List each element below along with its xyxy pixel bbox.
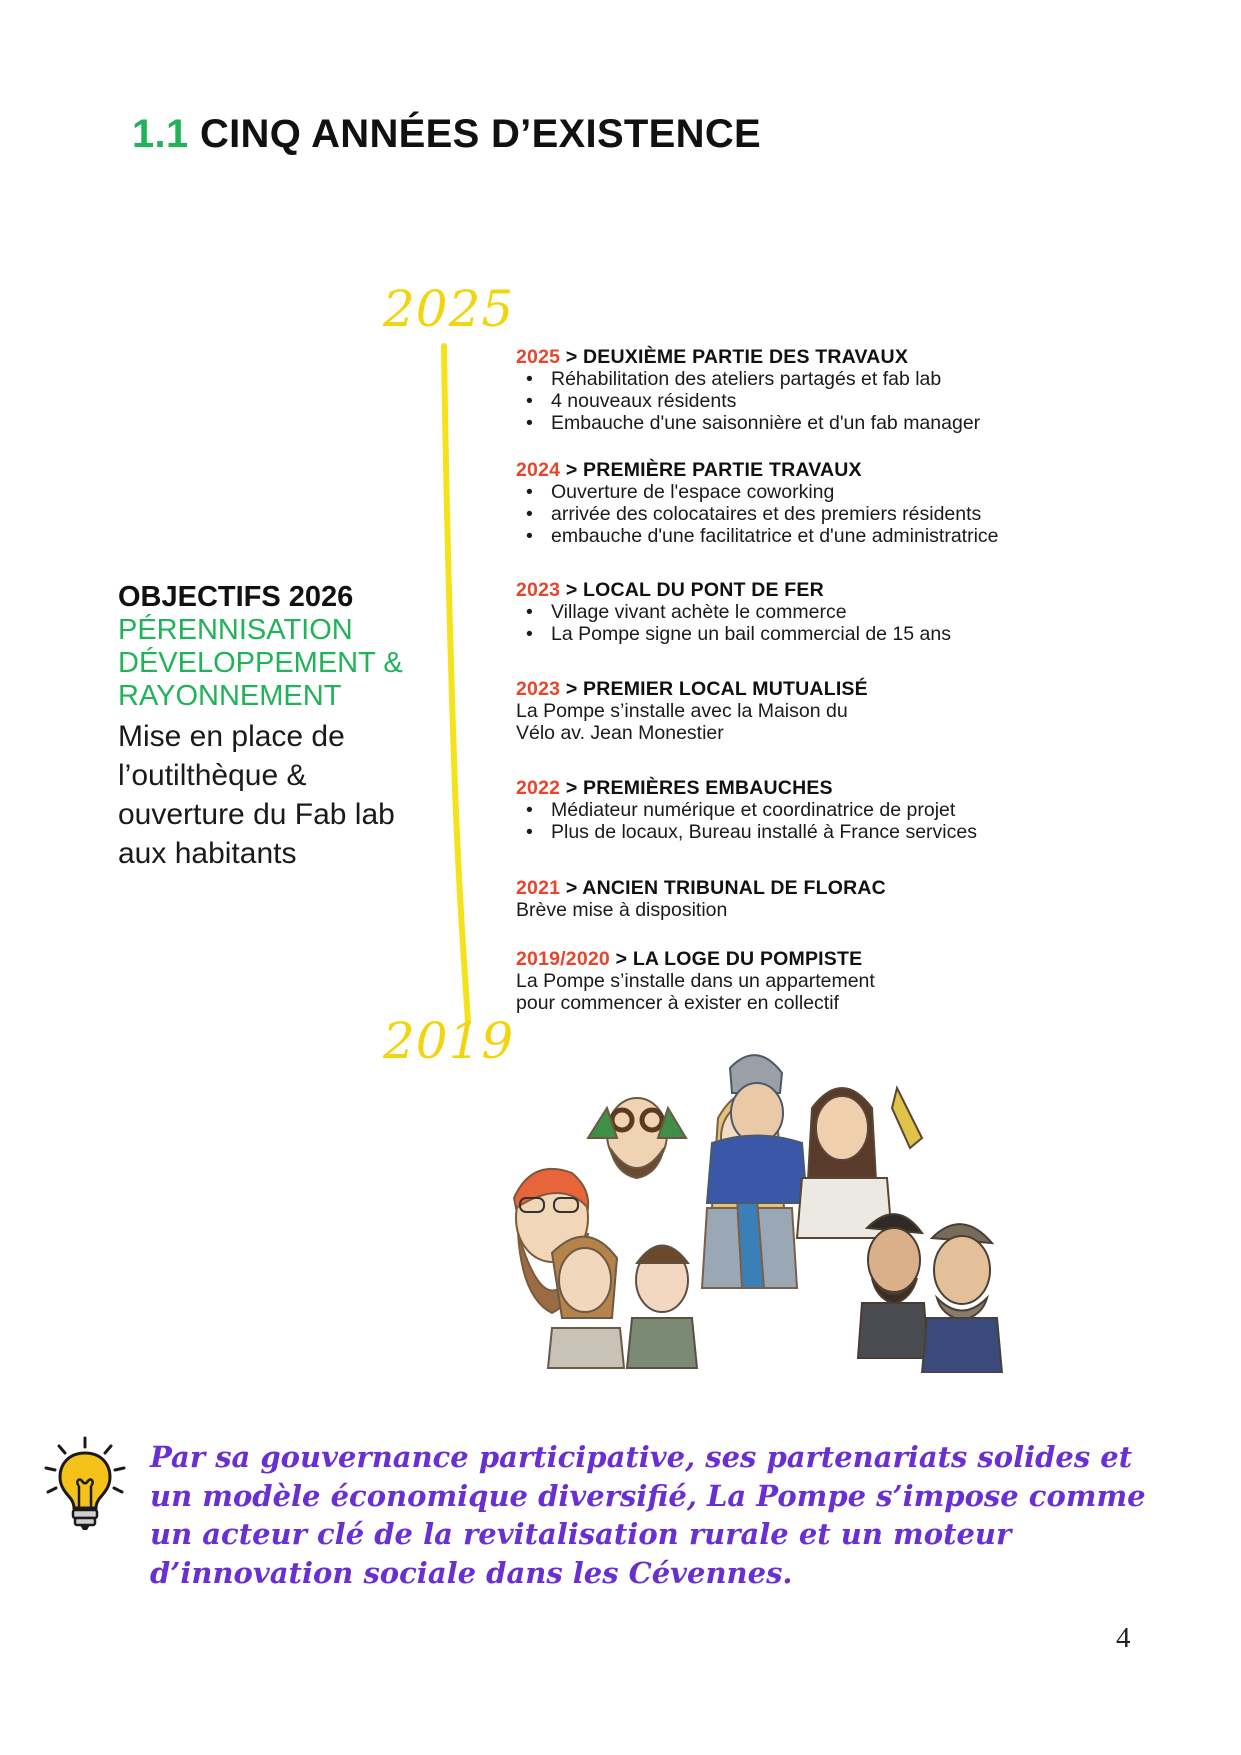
- event-title: > LOCAL DU PONT DE FER: [565, 579, 824, 601]
- event-heading: [516, 877, 1216, 899]
- timeline-event: [516, 579, 1216, 645]
- event-bullet: • Ouverture de l'espace coworking: [516, 481, 1216, 503]
- section-title: CINQ ANNÉES D’EXISTENCE: [199, 112, 761, 156]
- event-year: 2022: [516, 777, 561, 799]
- event-text: La Pompe s’installe dans un appartement pour commencer à exister en collectif: [516, 970, 875, 1014]
- section-heading: [132, 112, 761, 157]
- section-number: 1.1: [132, 112, 189, 156]
- event-heading: [516, 459, 1216, 481]
- event-text: La Pompe s’installe avec la Maison du Vélo av. Jean Monestier: [516, 700, 848, 744]
- event-year: 2023: [516, 678, 561, 700]
- event-bullet: • 4 nouveaux résidents: [516, 390, 1216, 412]
- event-bullets: [516, 601, 1216, 645]
- timeline-event: [516, 948, 1216, 1014]
- objectives-line: PÉRENNISATION: [118, 614, 353, 646]
- event-bullet: • Réhabilitation des ateliers partagés et fab lab: [516, 368, 1216, 390]
- event-year: 2025: [516, 346, 561, 368]
- event-bullet: • Embauche d'une saisonnière et d'un fab manager: [516, 412, 1216, 434]
- event-title: > DEUXIÈME PARTIE DES TRAVAUX: [565, 346, 909, 368]
- conclusion-quote: Par sa gouvernance participative, ses partenariats solides et un modèle économique diversifié, La Pompe s’impose comme un acteur clé de la revitalisation rurale et un moteur d’innovation sociale dans les Cévennes.: [150, 1440, 1146, 1590]
- event-heading: [516, 948, 1216, 970]
- objectives-title: OBJECTIFS 2026: [118, 581, 354, 613]
- lightbulb-icon: [44, 1436, 126, 1532]
- timeline-event: [516, 877, 1216, 921]
- description-line: l’outilthèque &: [118, 759, 307, 792]
- team-illustration: [492, 1048, 1122, 1373]
- timeline-event: [516, 678, 1216, 744]
- event-year: 2019/2020: [516, 948, 610, 970]
- portrait-person-7: [627, 1246, 697, 1369]
- event-title: > LA LOGE DU POMPISTE: [615, 948, 863, 970]
- event-text: Brève mise à disposition: [516, 899, 728, 921]
- portrait-person-2: [588, 1098, 686, 1178]
- description-line: Mise en place de: [118, 720, 345, 753]
- event-title: > PREMIER LOCAL MUTUALISÉ: [565, 678, 868, 700]
- portrait-person-9: [922, 1224, 1002, 1373]
- event-bullet: • La Pompe signe un bail commercial de 15 ans: [516, 623, 1216, 645]
- description-line: ouverture du Fab lab: [118, 798, 395, 831]
- event-year: 2023: [516, 579, 561, 601]
- event-year: 2021: [516, 877, 561, 899]
- timeline-start-year: 2019: [383, 1012, 515, 1070]
- event-bullet: • Village vivant achète le commerce: [516, 601, 1216, 623]
- portrait-person-6: [548, 1237, 624, 1368]
- event-heading: [516, 678, 1216, 700]
- page-number: 4: [1116, 1622, 1131, 1654]
- event-bullet: • arrivée des colocataires et des premiers résidents: [516, 503, 1216, 525]
- event-bullets: [516, 481, 1216, 547]
- description-line: aux habitants: [118, 837, 297, 870]
- event-bullet: • Plus de locaux, Bureau installé à France services: [516, 821, 1216, 843]
- event-heading: [516, 777, 1216, 799]
- event-bullets: [516, 799, 1216, 843]
- timeline-event: [516, 346, 1216, 434]
- event-bullet: • embauche d'une facilitatrice et d'une administratrice: [516, 525, 1216, 547]
- objectives-line: DÉVELOPPEMENT &: [118, 647, 403, 679]
- timeline-end-year: 2025: [383, 280, 515, 338]
- objectives-block: [118, 580, 458, 873]
- event-heading: [516, 579, 1216, 601]
- event-bullets: [516, 368, 1216, 434]
- timeline-event: [516, 459, 1216, 547]
- event-bullet: • Médiateur numérique et coordinatrice de projet: [516, 799, 1216, 821]
- event-title: > PREMIÈRES EMBAUCHES: [565, 777, 833, 799]
- event-year: 2024: [516, 459, 561, 481]
- objectives-line: RAYONNEMENT: [118, 680, 342, 712]
- event-heading: [516, 346, 1216, 368]
- event-title: > ANCIEN TRIBUNAL DE FLORAC: [565, 877, 886, 899]
- event-title: > PREMIÈRE PARTIE TRAVAUX: [565, 459, 862, 481]
- timeline-event: [516, 777, 1216, 843]
- objectives-description: [118, 717, 458, 873]
